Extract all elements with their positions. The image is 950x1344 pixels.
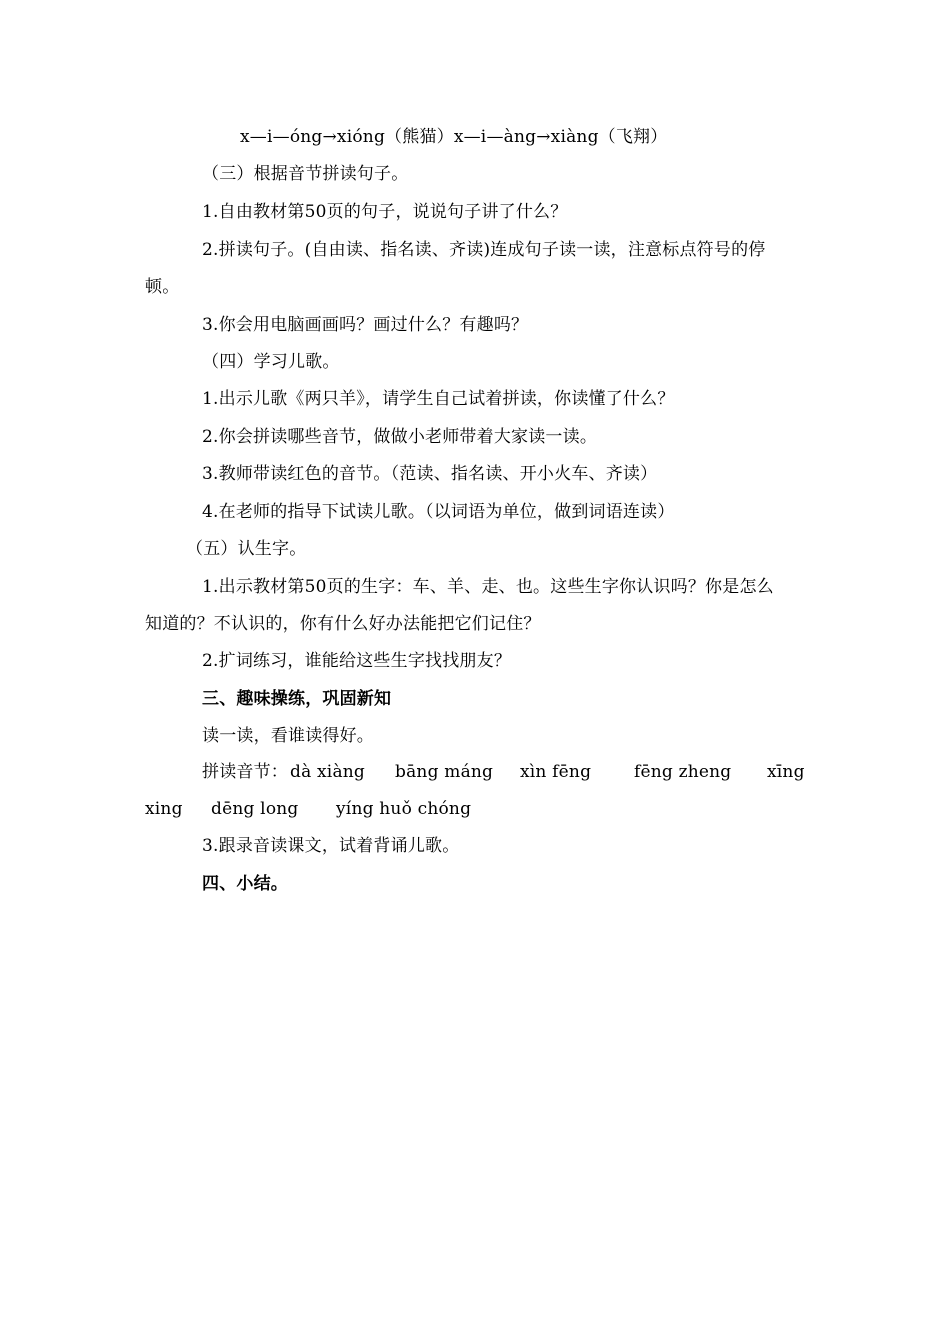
- section-3-item-1: 1.自由教材第50页的句子，说说句子讲了什么？: [202, 202, 568, 222]
- section-4-item-2: 2.你会拼读哪些音节，做做小老师带着大家读一读。: [202, 427, 598, 447]
- section-3-item-3: 3.你会用电脑画画吗？画过什么？有趣吗？: [202, 315, 529, 335]
- syllable-example-line: x—i—óng→xióng（熊猫）x—i—àng→xiàng（飞翔）: [240, 127, 668, 147]
- section-4-item-1: 1.出示儿歌《两只羊》，请学生自己试着拼读，你读懂了什么？: [202, 389, 675, 409]
- pinyin-word: dà xiàng: [290, 762, 366, 782]
- pinyin-word: bāng máng: [395, 762, 494, 782]
- pinyin-label: 拼读音节：: [202, 762, 288, 782]
- practice-instruction: 读一读，看谁读得好。: [202, 726, 374, 746]
- part-4-heading: 四、小结。: [202, 874, 288, 894]
- section-3-item-2: 2.拼读句子。(自由读、指名读、齐读)连成句子读一读，注意标点符号的停: [202, 240, 766, 260]
- pinyin-word: dēng long: [211, 799, 299, 819]
- section-5-heading: （五）认生字。: [186, 539, 307, 559]
- pinyin-word: yíng huǒ chóng: [336, 799, 472, 819]
- pinyin-practice-row-1: [202, 760, 288, 784]
- section-4-item-4: 4.在老师的指导下试读儿歌。（以词语为单位，做到词语连读）: [202, 502, 675, 522]
- pinyin-word: fēng zheng: [634, 762, 732, 782]
- pinyin-word: xìn fēng: [520, 762, 592, 782]
- section-5-item-1-continued: 知道的？不认识的，你有什么好办法能把它们记住？: [145, 614, 541, 634]
- section-5-item-1: 1.出示教材第50页的生字：车、羊、走、也。这些生字你认识吗？你是怎么: [202, 577, 774, 597]
- part-3-item-3: 3.跟录音读课文，试着背诵儿歌。: [202, 836, 460, 856]
- section-4-heading: （四）学习儿歌。: [202, 352, 340, 372]
- section-3-item-2-continued: 顿。: [145, 277, 180, 297]
- pinyin-word: xīng: [767, 762, 805, 782]
- part-3-heading: 三、趣味操练，巩固新知: [202, 689, 392, 709]
- section-3-heading: （三）根据音节拼读句子。: [202, 164, 409, 184]
- section-5-item-2: 2.扩词练习，谁能给这些生字找找朋友？: [202, 651, 512, 671]
- section-4-item-3: 3.教师带读红色的音节。（范读、指名读、开小火车、齐读）: [202, 464, 658, 484]
- pinyin-word: xing: [145, 799, 183, 819]
